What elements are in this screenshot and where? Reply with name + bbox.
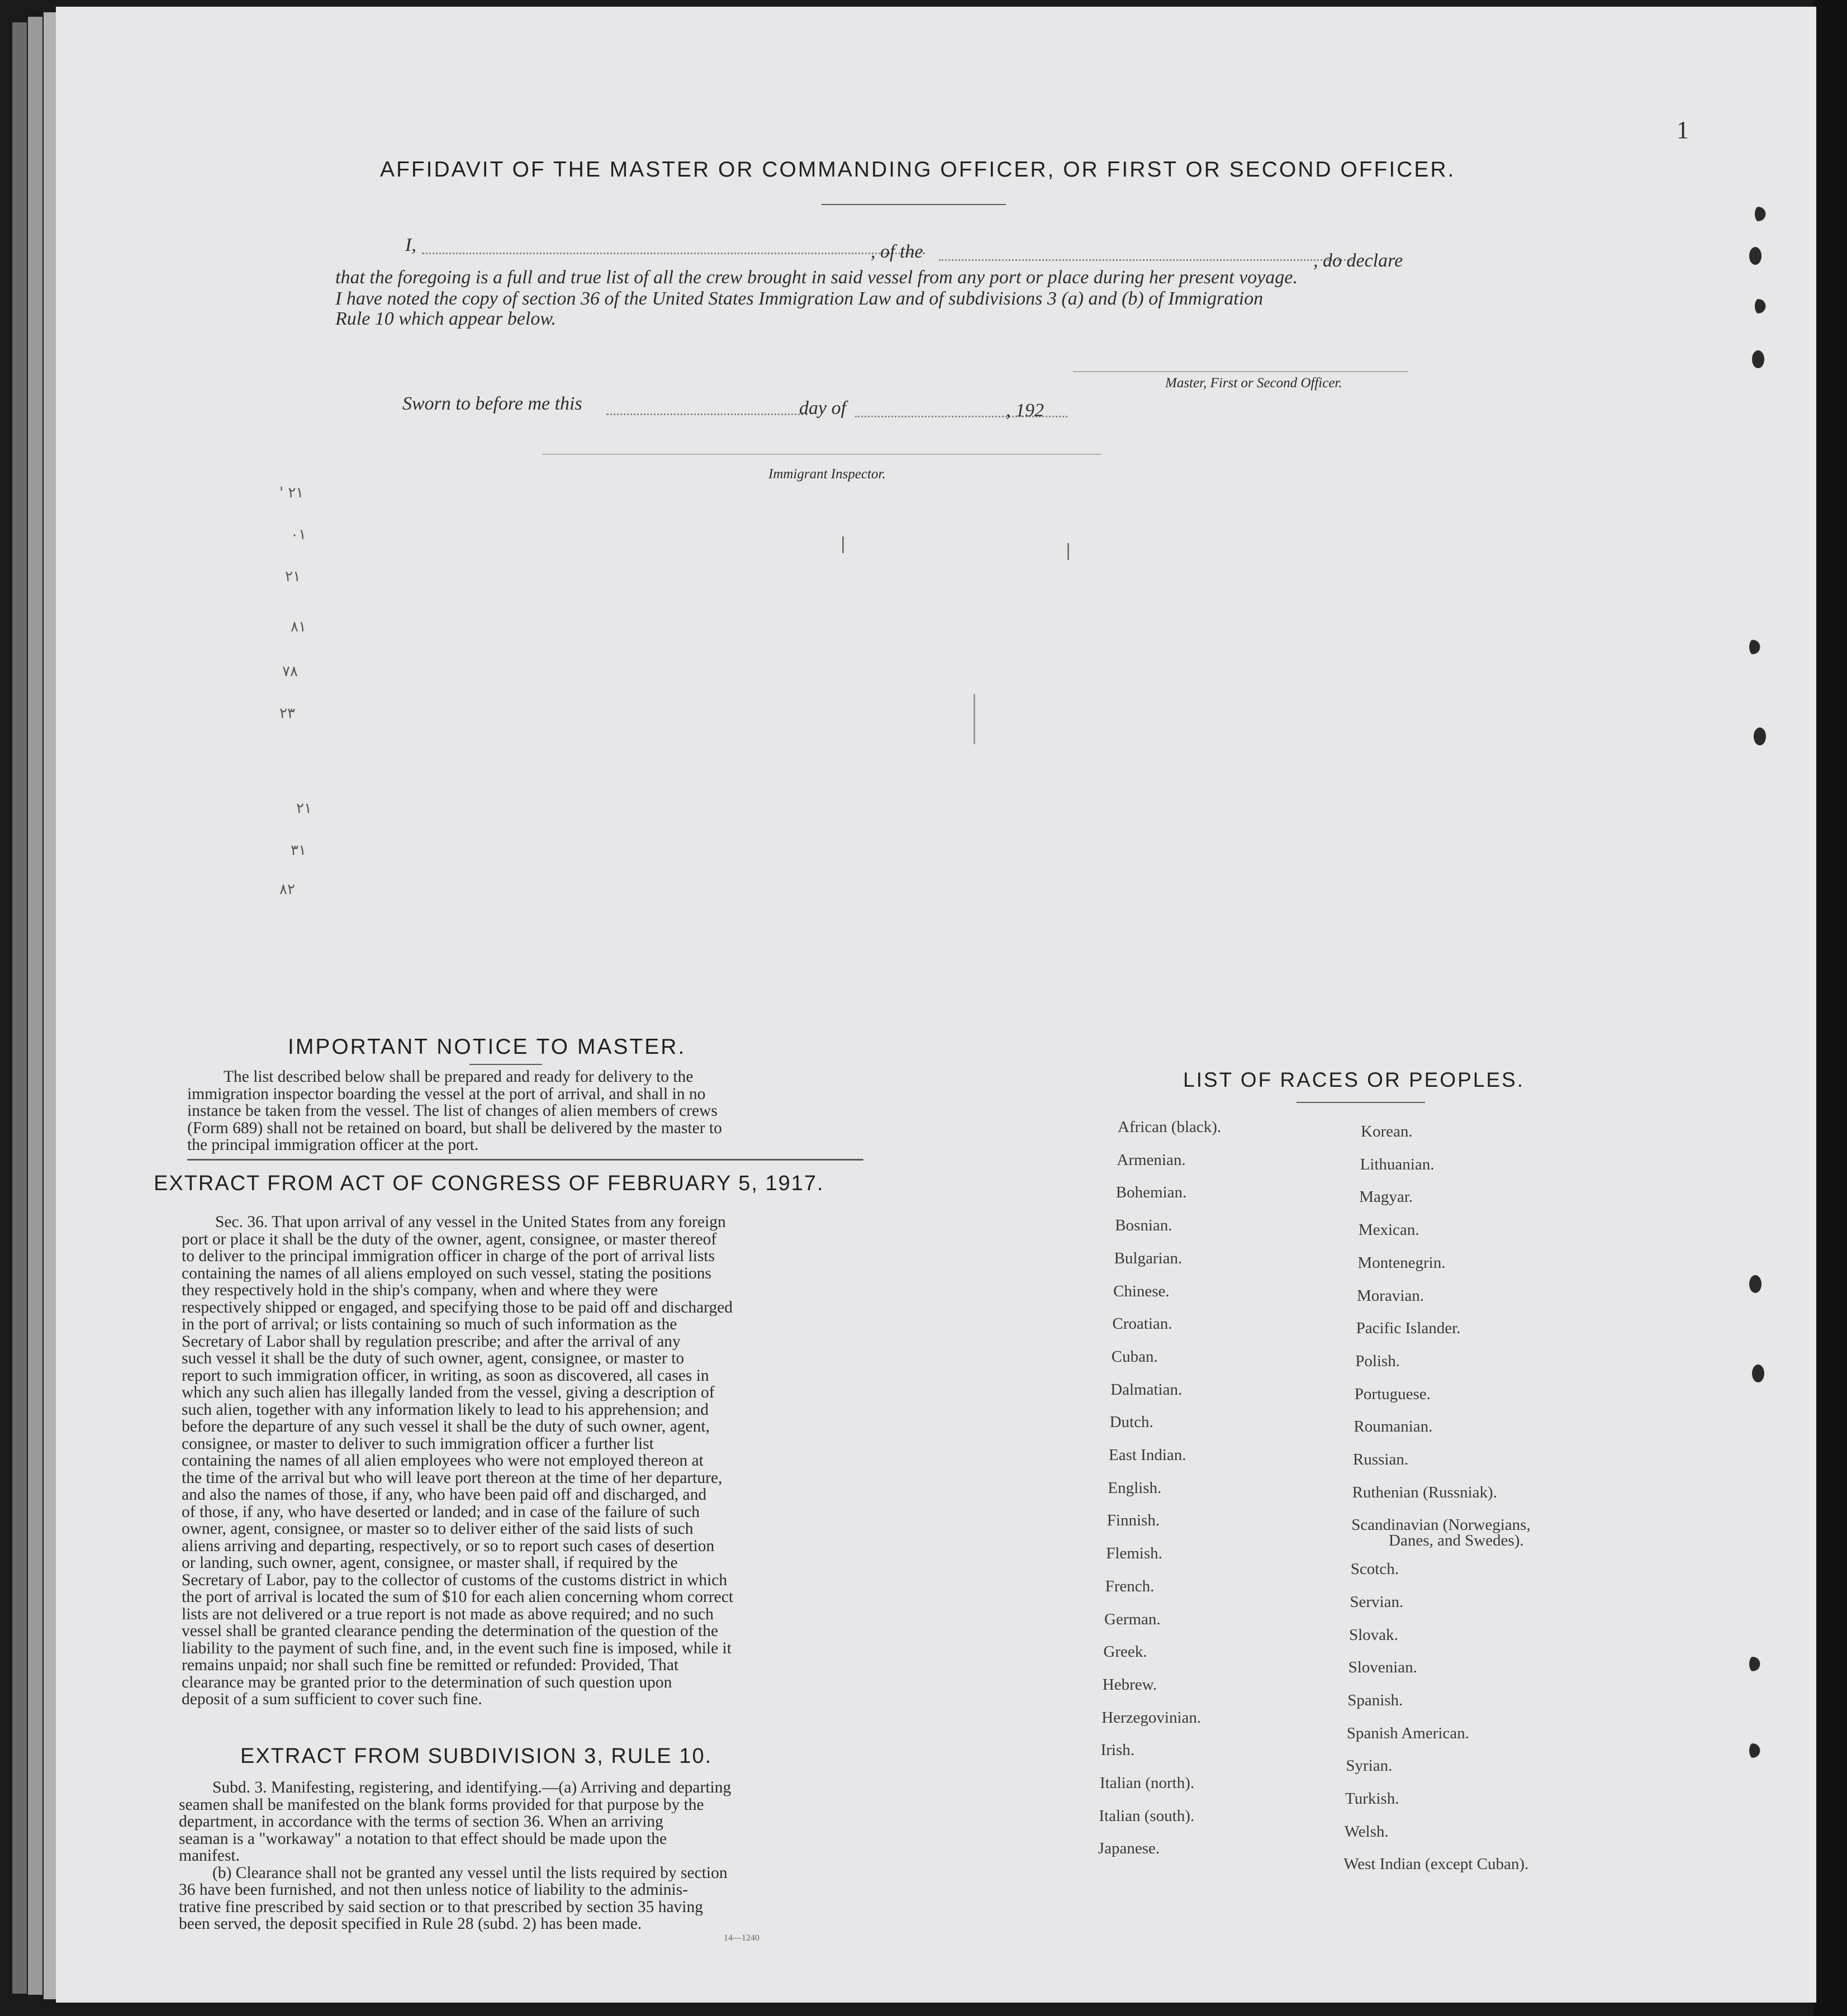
- race-item: Slovak.: [1349, 1625, 1398, 1644]
- rule-line: seamen shall be manifested on the blank forms provided for that purpose by the: [179, 1796, 704, 1813]
- rule-line: (b) Clearance shall not be granted any vessel until the lists required by section: [212, 1864, 728, 1881]
- notice-line: instance be taken from the vessel. The list of changes of alien members of crews: [187, 1102, 718, 1120]
- act-line: and also the names of those, if any, who have been paid off and discharged, and: [182, 1486, 707, 1504]
- act-line: aliens arriving and departing, respectively, or so to report such cases of desertion: [182, 1537, 715, 1554]
- races-title: LIST OF RACES OR PEOPLES.: [1183, 1068, 1525, 1091]
- race-item: French.: [1105, 1577, 1155, 1595]
- race-item: Turkish.: [1345, 1790, 1399, 1808]
- section-divider: [187, 1159, 863, 1161]
- rule-line: seaman is a "workaway" a notation to that effect should be made upon the: [179, 1830, 667, 1847]
- act-line: such vessel it shall be the duty of such owner, agent, consignee, or master to: [182, 1350, 685, 1367]
- race-item: Irish.: [1100, 1741, 1135, 1760]
- race-item: Cuban.: [1111, 1347, 1158, 1366]
- act-line: the time of the arrival but who will leave port thereon at the time of her departure,: [182, 1469, 723, 1486]
- bleed-through-mark: ٧٨: [282, 663, 298, 680]
- page-stack-edge: [44, 12, 57, 1999]
- notice-line: the principal immigration officer at the port.: [187, 1137, 479, 1154]
- extract-act-body: [182, 1214, 863, 1708]
- act-line: vessel shall be granted clearance pending the determination of the question of the: [182, 1623, 719, 1640]
- act-line: containing the names of all alien employees who were not employed thereon at: [182, 1452, 704, 1470]
- rule-line: Subd. 3. Manifesting, registering, and identifying.—(a) Arriving and departing: [212, 1779, 732, 1796]
- race-item: African (black).: [1118, 1118, 1222, 1136]
- notice-line: The list described below shall be prepared and ready for delivery to the: [224, 1068, 694, 1086]
- bleed-through-mark: ٢٣: [279, 705, 295, 722]
- extract-rule-body: [179, 1779, 863, 1933]
- inspector-signature-label: Immigrant Inspector.: [768, 467, 886, 482]
- affidavit-of-the: , of the: [871, 241, 923, 262]
- race-item: Hebrew.: [1102, 1675, 1157, 1694]
- name-blank[interactable]: [422, 253, 925, 254]
- year-label: , 192: [1006, 400, 1044, 421]
- act-line: Secretary of Labor shall by regulation prescribe; and after the arrival of any: [182, 1333, 681, 1350]
- master-signature-line: [1073, 371, 1408, 372]
- act-line: of those, if any, who have deserted or landed; and in case of the failure of such: [182, 1503, 700, 1520]
- act-line: lists are not delivered or a true report is not made as above required; and no such: [182, 1605, 714, 1623]
- punch-hole: [1754, 728, 1766, 745]
- punch-hole: [1755, 205, 1767, 223]
- day-of-label: day of: [799, 398, 847, 419]
- race-item: Polish.: [1355, 1352, 1400, 1370]
- race-item: Italian (south).: [1099, 1806, 1195, 1825]
- ink-mark: [842, 536, 844, 553]
- scan-border: [1813, 0, 1847, 2016]
- affidavit-do-declare: , do declare: [1313, 250, 1403, 271]
- inspector-signature-line: [542, 454, 1101, 455]
- punch-hole: [1749, 1742, 1761, 1760]
- act-line: to deliver to the principal immigration officer in charge of the port of arrival lists: [182, 1248, 715, 1265]
- act-line: deposit of a sum sufficient to cover such fine.: [182, 1691, 482, 1708]
- punch-hole: [1749, 638, 1761, 656]
- notice-line: immigration inspector boarding the vessel at the port of arrival, and shall in no: [187, 1085, 706, 1102]
- race-item: Syrian.: [1346, 1757, 1393, 1775]
- bleed-through-mark: ٨٢: [279, 881, 295, 898]
- act-line: liability to the payment of such fine, and, in the event such fine is imposed, while it: [182, 1639, 732, 1657]
- race-item: Ruthenian (Russniak).: [1352, 1483, 1497, 1501]
- race-item: Greek.: [1103, 1643, 1147, 1661]
- sworn-before-label: Sworn to before me this: [402, 393, 582, 414]
- race-item: Chinese.: [1113, 1282, 1170, 1300]
- act-line: clearance may be granted prior to the determination of such question upon: [182, 1673, 672, 1691]
- act-line: before the departure of any such vessel it shall be the duty of such owner, agent,: [182, 1418, 710, 1435]
- race-item: English.: [1108, 1478, 1162, 1497]
- master-signature-label: Master, First or Second Officer.: [1165, 375, 1342, 391]
- page-stack-edge: [12, 22, 27, 1994]
- act-line: port or place it shall be the duty of the owner, agent, consignee, or master thereof: [182, 1230, 717, 1248]
- bleed-through-mark: ٠١: [291, 526, 306, 543]
- rule-line: 36 have been furnished, and not then unless notice of liability to the adminis-: [179, 1881, 689, 1899]
- punch-hole: [1755, 297, 1767, 315]
- race-item: Croatian.: [1112, 1315, 1172, 1333]
- bleed-through-mark: ٢١: [285, 568, 301, 585]
- race-item: Herzegovinian.: [1101, 1708, 1202, 1727]
- race-item: Bohemian.: [1115, 1183, 1187, 1202]
- race-item: Spanish.: [1347, 1691, 1403, 1709]
- form-number: 14—1240: [724, 1933, 759, 1943]
- race-item: East Indian.: [1109, 1446, 1186, 1464]
- act-line: Sec. 36. That upon arrival of any vessel in the United States from any foreign: [215, 1214, 726, 1231]
- notice-underline: [469, 1064, 542, 1065]
- bleed-through-mark: ' ٢١: [279, 484, 304, 501]
- race-item: Servian.: [1350, 1592, 1404, 1611]
- race-item: Lithuanian.: [1360, 1155, 1435, 1173]
- punch-hole: [1749, 1275, 1761, 1293]
- race-item: Russian.: [1353, 1451, 1409, 1468]
- act-line: consignee, or master to deliver to such immigration officer a further list: [182, 1435, 654, 1452]
- races-underline: [1297, 1102, 1425, 1103]
- act-line: report to such immigration officer, in writing, as soon as discovered, all cases in: [182, 1367, 709, 1384]
- affidavit-line-3: I have noted the copy of section 36 of the United States Immigration Law and of subdivisions 3 (a) and (b) of Immigration: [335, 288, 1264, 309]
- race-item: Korean.: [1361, 1123, 1413, 1140]
- race-item: Finnish.: [1107, 1511, 1160, 1530]
- punch-hole: [1749, 247, 1761, 265]
- affidavit-i-label: I,: [405, 235, 416, 255]
- act-line: respectively shipped or engaged, and specifying those to be paid off and discharged: [182, 1299, 733, 1316]
- act-line: such alien, together with any information likely to lead to his apprehension; and: [182, 1401, 709, 1418]
- race-item: Mexican.: [1358, 1221, 1419, 1239]
- race-item: Dutch.: [1109, 1413, 1153, 1432]
- act-line: Secretary of Labor, pay to the collector of customs of the customs district in which: [182, 1571, 728, 1589]
- act-line: the port of arrival is located the sum of $10 for each alien concerning whom correct: [182, 1589, 734, 1606]
- race-item-continuation: Danes, and Swedes).: [1389, 1532, 1524, 1550]
- act-line: in the port of arrival; or lists containing so much of such information as the: [182, 1316, 677, 1333]
- race-item: Bosnian.: [1115, 1216, 1172, 1235]
- title-underline: [822, 204, 1006, 205]
- day-blank[interactable]: [606, 413, 808, 415]
- ink-mark: [1067, 543, 1069, 560]
- act-line: or landing, such owner, agent, consignee, or master shall, if required by the: [182, 1554, 678, 1572]
- vessel-blank[interactable]: [939, 259, 1352, 261]
- bleed-through-mark: ٣١: [291, 842, 306, 859]
- race-item: Dalmatian.: [1110, 1380, 1183, 1399]
- race-item: Spanish American.: [1346, 1724, 1469, 1742]
- punch-hole: [1752, 1364, 1764, 1382]
- affidavit-line-2: that the foregoing is a full and true list of all the crew brought in said vessel from any port or place during her present voyage.: [335, 267, 1298, 288]
- race-item: Magyar.: [1359, 1188, 1413, 1206]
- race-item: Moravian.: [1357, 1286, 1424, 1305]
- race-item: Scotch.: [1350, 1560, 1399, 1578]
- bleed-through-mark: ٢١: [296, 800, 312, 817]
- notice-body: [187, 1068, 863, 1154]
- race-item: West Indian (except Cuban).: [1343, 1855, 1529, 1874]
- rule-line: department, in accordance with the terms of section 36. When an arriving: [179, 1813, 663, 1830]
- act-line: remains unpaid; nor shall such fine be remitted or refunded: Provided, That: [182, 1657, 679, 1674]
- document-page: [56, 7, 1816, 2003]
- notice-line: (Form 689) shall not be retained on board, but shall be delivered by the master to: [187, 1119, 722, 1137]
- affidavit-line-4: Rule 10 which appear below.: [335, 308, 557, 329]
- page-stack-edge: [28, 17, 42, 1995]
- race-item: Flemish.: [1106, 1544, 1162, 1563]
- race-item: Pacific Islander.: [1356, 1319, 1461, 1338]
- extract-act-title: EXTRACT FROM ACT OF CONGRESS OF FEBRUARY 5, 1917.: [154, 1172, 824, 1195]
- race-item: Montenegrin.: [1357, 1253, 1446, 1272]
- rule-line: been served, the deposit specified in Rule 28 (subd. 2) has been made.: [179, 1915, 642, 1933]
- race-item: Armenian.: [1117, 1150, 1186, 1169]
- act-line: containing the names of all aliens employed on such vessel, stating the positions: [182, 1264, 711, 1282]
- race-item: Scandinavian (Norwegians,: [1351, 1516, 1531, 1534]
- punch-hole: [1749, 1655, 1761, 1673]
- page-number: 1: [1677, 116, 1689, 144]
- race-item: Roumanian.: [1354, 1418, 1433, 1436]
- bleed-through-mark: ٨١: [291, 619, 306, 635]
- rule-line: trative fine prescribed by said section or to that prescribed by section 35 having: [179, 1898, 703, 1915]
- punch-hole: [1752, 350, 1764, 368]
- extract-rule-title: EXTRACT FROM SUBDIVISION 3, RULE 10.: [240, 1744, 713, 1768]
- race-item: Bulgarian.: [1114, 1249, 1183, 1267]
- act-line: they respectively hold in the ship's company, when and where they were: [182, 1282, 658, 1299]
- race-item: Portuguese.: [1354, 1385, 1431, 1403]
- notice-title: IMPORTANT NOTICE TO MASTER.: [288, 1035, 686, 1059]
- race-item: Welsh.: [1344, 1822, 1389, 1841]
- race-item: German.: [1104, 1610, 1161, 1628]
- act-line: which any such alien has illegally landed from the vessel, giving a description of: [182, 1384, 715, 1401]
- race-item: Slovenian.: [1348, 1658, 1417, 1677]
- rule-line: manifest.: [179, 1847, 240, 1865]
- affidavit-title: AFFIDAVIT OF THE MASTER OR COMMANDING OFFICER, OR FIRST OR SECOND OFFICER.: [380, 158, 1456, 182]
- ink-mark: [974, 694, 975, 744]
- act-line: owner, agent, consignee, or master so to deliver either of the said lists of such: [182, 1520, 694, 1538]
- race-item: Japanese.: [1098, 1839, 1160, 1858]
- race-item: Italian (north).: [1100, 1774, 1195, 1792]
